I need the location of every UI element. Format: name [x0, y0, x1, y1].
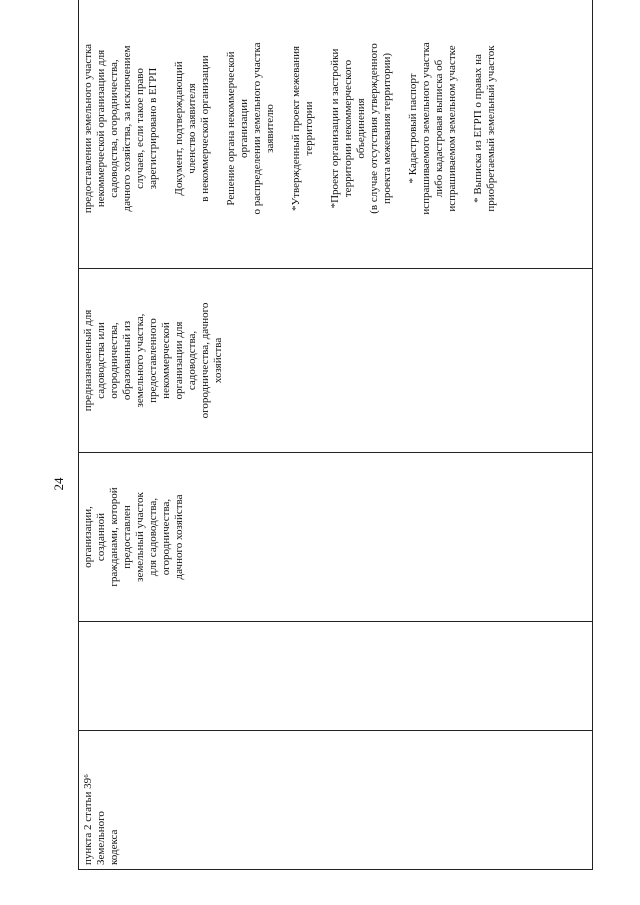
spacer [394, 0, 407, 264]
doc-line: испрашиваемого земельного участка [420, 42, 432, 215]
doc-line: приобретаемый земельный участок [485, 45, 497, 212]
spacer [160, 0, 173, 264]
doc-line: некоммерческой организации для [95, 49, 107, 208]
doc-line: Решение органа некоммерческой [225, 51, 237, 206]
land-plot-line: организации для [173, 321, 185, 400]
land-plot-line: образованный из [121, 320, 133, 401]
doc-line: организации [238, 98, 250, 159]
land-plot-line: огородничества, дачного [199, 302, 211, 419]
land-plot-line: предназначенный для [82, 309, 94, 412]
doc-line: зарегистрировано в ЕГРП [147, 67, 159, 190]
spacer [459, 0, 472, 264]
doc-line: Документ, подтверждающий [173, 61, 185, 196]
doc-line: * Выписка из ЕГРП о правах на [472, 54, 484, 203]
spacer [316, 0, 329, 264]
doc-line: членство заявителя [186, 83, 198, 174]
documents-table [78, 0, 593, 870]
table-row [79, 0, 593, 870]
applicant-line: организации, [82, 506, 94, 568]
cell-applicant [79, 453, 593, 622]
applicant-line: дачного хозяйства [173, 494, 185, 580]
doc-line: заявителю [264, 104, 276, 153]
doc-line: испрашиваемом земельном участке [446, 45, 458, 212]
legal-basis-line: Земельного [95, 811, 107, 865]
doc-line: территории некоммерческого [342, 59, 354, 198]
applicant-line: гражданами, которой [108, 487, 120, 587]
land-plot-line: земельного участка, [134, 313, 146, 408]
doc-line: случаев, если такое право [134, 68, 146, 189]
doc-line: *Проект организации и застройки [329, 48, 341, 209]
rotated-table-wrapper [78, 34, 593, 870]
page-number: 24 [51, 477, 66, 491]
applicant-line: огородничества, [160, 498, 172, 576]
legal-basis-line: кодекса [108, 829, 120, 865]
land-plot-line: предоставленного [147, 318, 159, 403]
cell-legal-basis [79, 731, 593, 870]
doc-line: объединения [355, 98, 367, 159]
land-plot-line: садоводства, [186, 330, 198, 391]
land-plot-line: садоводства или [95, 322, 107, 399]
doc-line: в некоммерческой организации [199, 55, 211, 202]
doc-line: * Кадастровый паспорт [407, 73, 419, 184]
applicant-line: предоставлен [121, 505, 133, 569]
doc-line: о распределении земельного участка [251, 42, 263, 215]
applicant-line: созданной [95, 512, 107, 562]
doc-line: дачного хозяйства, за исключением [121, 45, 133, 212]
cell-land-plot [79, 269, 593, 453]
doc-line: (в случае отсутствия утвержденного [368, 43, 380, 214]
doc-line: предоставлении земельного участка [82, 43, 94, 214]
land-plot-line: некоммерческой [160, 322, 172, 399]
cell-documents [79, 0, 593, 269]
land-plot-line: хозяйства [212, 337, 224, 384]
spacer [212, 0, 225, 264]
doc-line: садоводства, огородничества, [108, 59, 120, 198]
applicant-line: для садоводства, [147, 497, 159, 577]
land-plot-line: огородничества, [108, 322, 120, 399]
doc-line: *Утвержденный проект межевания [290, 45, 302, 212]
spacer [277, 0, 290, 264]
doc-line: проекта межевания территории) [381, 52, 393, 205]
doc-line: территории [303, 101, 315, 156]
applicant-line: земельный участок [134, 492, 146, 582]
doc-line: либо кадастровая выписка об [433, 59, 445, 198]
legal-basis-line: пункта 2 статьи 39⁶ [82, 773, 94, 865]
cell-empty [79, 622, 593, 731]
